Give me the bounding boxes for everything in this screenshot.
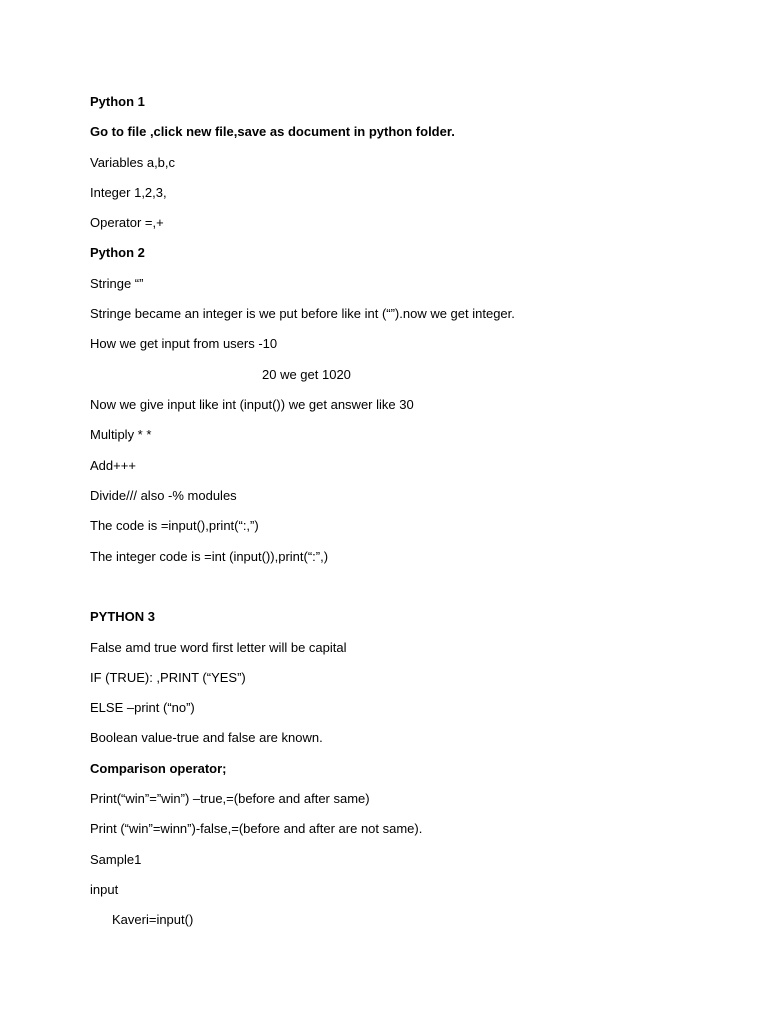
instruction-line: Go to file ,click new file,save as document in python folder. — [90, 124, 455, 139]
text-line: Stringe “” — [90, 276, 144, 291]
text-line: 20 we get 1020 — [262, 367, 351, 382]
text-line: Variables a,b,c — [90, 155, 176, 170]
text-line: How we get input from users -10 — [90, 336, 278, 351]
text-line: ELSE –print (“no”) — [90, 700, 195, 715]
heading-python-3: PYTHON 3 — [90, 609, 156, 624]
text-line: Print (“win”=winn”)-false,=(before and after are not same). — [90, 821, 423, 836]
text-line: Add+++ — [90, 458, 136, 473]
text-line: Sample1 — [90, 852, 142, 867]
text-line: input — [90, 882, 119, 897]
text-line: Operator =,+ — [90, 215, 164, 230]
text-line: Now we give input like int (input()) we get answer like 30 — [90, 397, 414, 412]
heading-comparison-operator: Comparison operator; — [90, 761, 227, 776]
text-line: Multiply * * — [90, 427, 152, 442]
text-line: Boolean value-true and false are known. — [90, 730, 323, 745]
text-line: Print(“win”=”win”) –true,=(before and after same) — [90, 791, 370, 806]
heading-python-1: Python 1 — [90, 94, 145, 109]
text-line: The code is =input(),print(“:,”) — [90, 518, 259, 533]
text-line: Stringe became an integer is we put before like int (“”).now we get integer. — [90, 306, 515, 321]
text-line: False amd true word first letter will be capital — [90, 640, 347, 655]
text-line: The integer code is =int (input()),print(“:”,) — [90, 549, 329, 564]
text-line: IF (TRUE): ,PRINT (“YES”) — [90, 670, 246, 685]
heading-python-2: Python 2 — [90, 245, 145, 260]
code-line: Kaveri=input() — [112, 912, 194, 927]
text-line: Integer 1,2,3, — [90, 185, 167, 200]
text-line: Divide/// also -% modules — [90, 488, 237, 503]
